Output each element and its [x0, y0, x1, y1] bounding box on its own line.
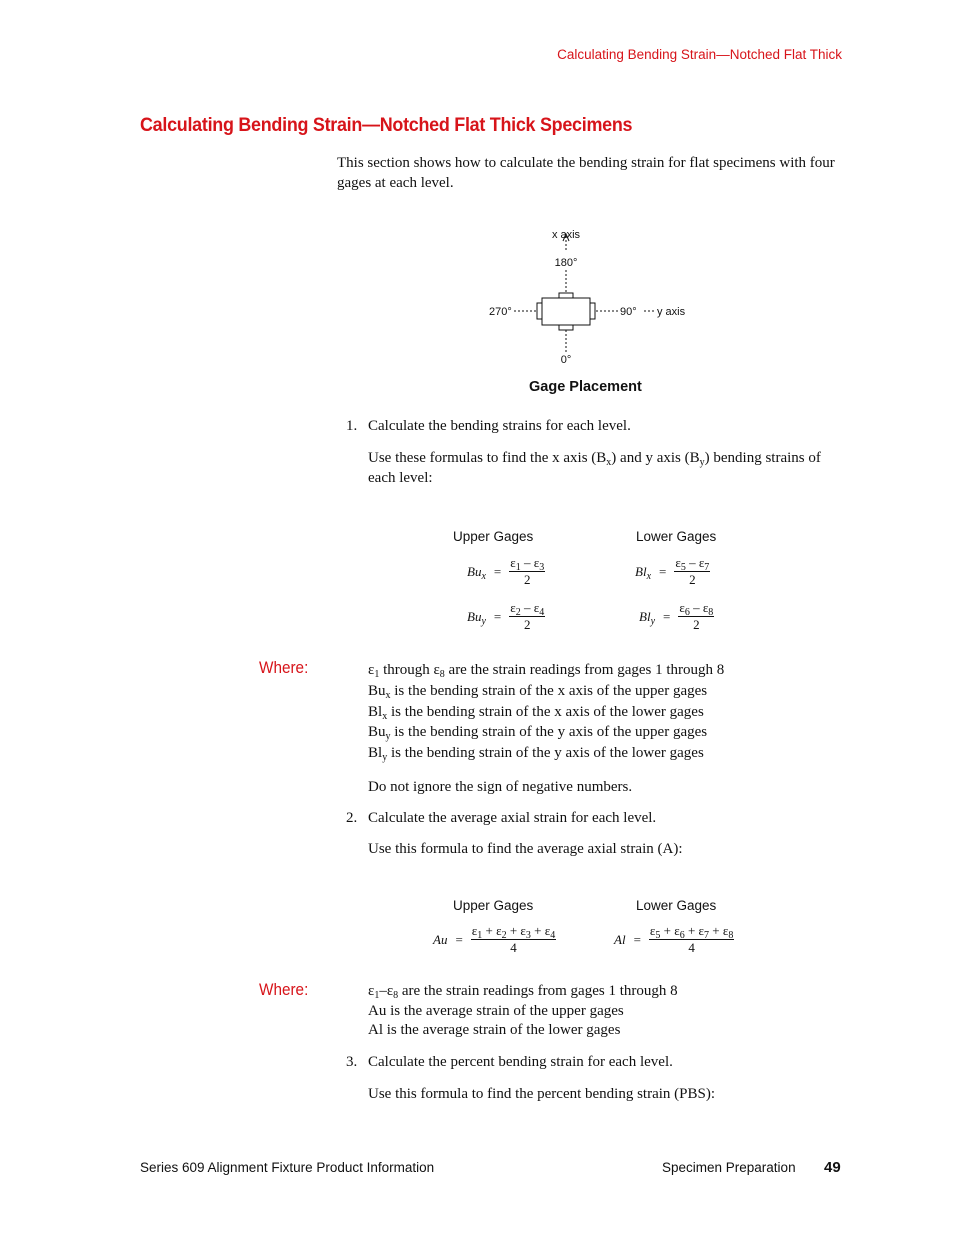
where-2-line-2: Au is the average strain of the upper gages	[368, 1002, 624, 1019]
page-number: 49	[824, 1159, 841, 1176]
running-header: Calculating Bending Strain—Notched Flat Thick	[557, 47, 842, 62]
step-2-detail: Use this formula to find the average axial strain (A):	[368, 841, 683, 857]
footer-publication-title: Series 609 Alignment Fixture Product Information	[140, 1160, 435, 1175]
section-title: Calculating Bending Strain—Notched Flat Thick Specimens	[140, 114, 633, 136]
step-1-text: Calculate the bending strains for each level.	[368, 418, 631, 434]
negative-sign-note: Do not ignore the sign of negative numbers.	[368, 779, 633, 795]
where-list-1	[368, 660, 724, 764]
gage-placement-diagram	[480, 222, 700, 372]
footer-section-name: Specimen Preparation	[662, 1160, 796, 1175]
intro-paragraph: This section shows how to calculate the bending strain for flat specimens with four gages at each level.	[337, 155, 835, 191]
gage-bottom	[559, 325, 573, 330]
where-1-line-1: $\varepsilon_1$ through $\varepsilon_8$ are the strain readings from gages 1 through 8	[368, 662, 725, 680]
formula-al: Al = $\frac{\varepsilon_5 + \varepsilon_6 + \varepsilon_7 + \varepsilon_8}{4}$	[614, 923, 734, 955]
step-3-number: 3.	[346, 1054, 358, 1070]
where-list-2	[368, 982, 678, 1041]
x-axis-label: x axis	[551, 229, 581, 241]
left-angle-label: 270°	[489, 306, 512, 318]
formula-au: Au = $\frac{\varepsilon_1 + \varepsilon_2 + \varepsilon_3 + \varepsilon_4}{4}$	[433, 923, 556, 955]
where-label-2: Where:	[259, 980, 309, 999]
step-3-text: Calculate the percent bending strain for each level.	[368, 1054, 673, 1070]
bottom-angle-label: 0°	[560, 354, 572, 366]
where-2-line-3: Al is the average strain of the lower gages	[368, 1022, 621, 1038]
where-1-line-4: $Bu_y$ is the bending strain of the y axis of the upper gages	[368, 724, 708, 743]
formula-bly: $Bl_y$ = $\frac{\varepsilon_6 - \varepsilon_8}{2}$	[639, 600, 714, 632]
y-axis-label: y axis	[657, 306, 686, 318]
lower-gages-header-2: Lower Gages	[636, 898, 717, 913]
gage-left	[537, 303, 542, 319]
formula-bux: $Bu_x$ = $\frac{\varepsilon_1 - \varepsilon_3}{2}$	[467, 555, 545, 587]
diagram-caption: Gage Placement	[529, 379, 642, 395]
specimen-body	[542, 298, 590, 325]
lower-gages-header-1: Lower Gages	[636, 529, 717, 544]
formula-buy: $Bu_y$ = $\frac{\varepsilon_2 - \varepsilon_4}{2}$	[467, 600, 545, 632]
step-1-detail: Use these formulas to find the x axis $(B_x)$ and y axis $(B_y)$ bending strains of each level:	[368, 450, 821, 486]
upper-gages-header-2: Upper Gages	[453, 898, 534, 913]
step-1-number: 1.	[346, 418, 358, 434]
gage-top	[559, 293, 573, 298]
right-angle-label: 90°	[620, 306, 637, 318]
where-1-line-3: $Bl_x$ is the bending strain of the x axis of the lower gages	[368, 703, 704, 722]
where-1-line-2: $Bu_x$ is the bending strain of the x axis of the upper gages	[368, 682, 708, 701]
where-1-line-5: $Bl_y$ is the bending strain of the y axis of the lower gages	[368, 745, 704, 764]
step-2-text: Calculate the average axial strain for each level.	[368, 810, 657, 826]
where-2-line-1: $\varepsilon_1-\varepsilon_8$ are the strain readings from gages 1 through 8	[368, 983, 678, 1001]
formula-blx: $Bl_x$ = $\frac{\varepsilon_5 - \varepsilon_7}{2}$	[635, 555, 710, 587]
step-2-number: 2.	[346, 810, 358, 826]
step-3-detail: Use this formula to find the percent bending strain (PBS):	[368, 1086, 716, 1102]
gage-right	[590, 303, 595, 319]
where-label-1: Where:	[259, 658, 309, 677]
top-angle-label: 180°	[554, 257, 578, 269]
upper-gages-header-1: Upper Gages	[453, 529, 534, 544]
